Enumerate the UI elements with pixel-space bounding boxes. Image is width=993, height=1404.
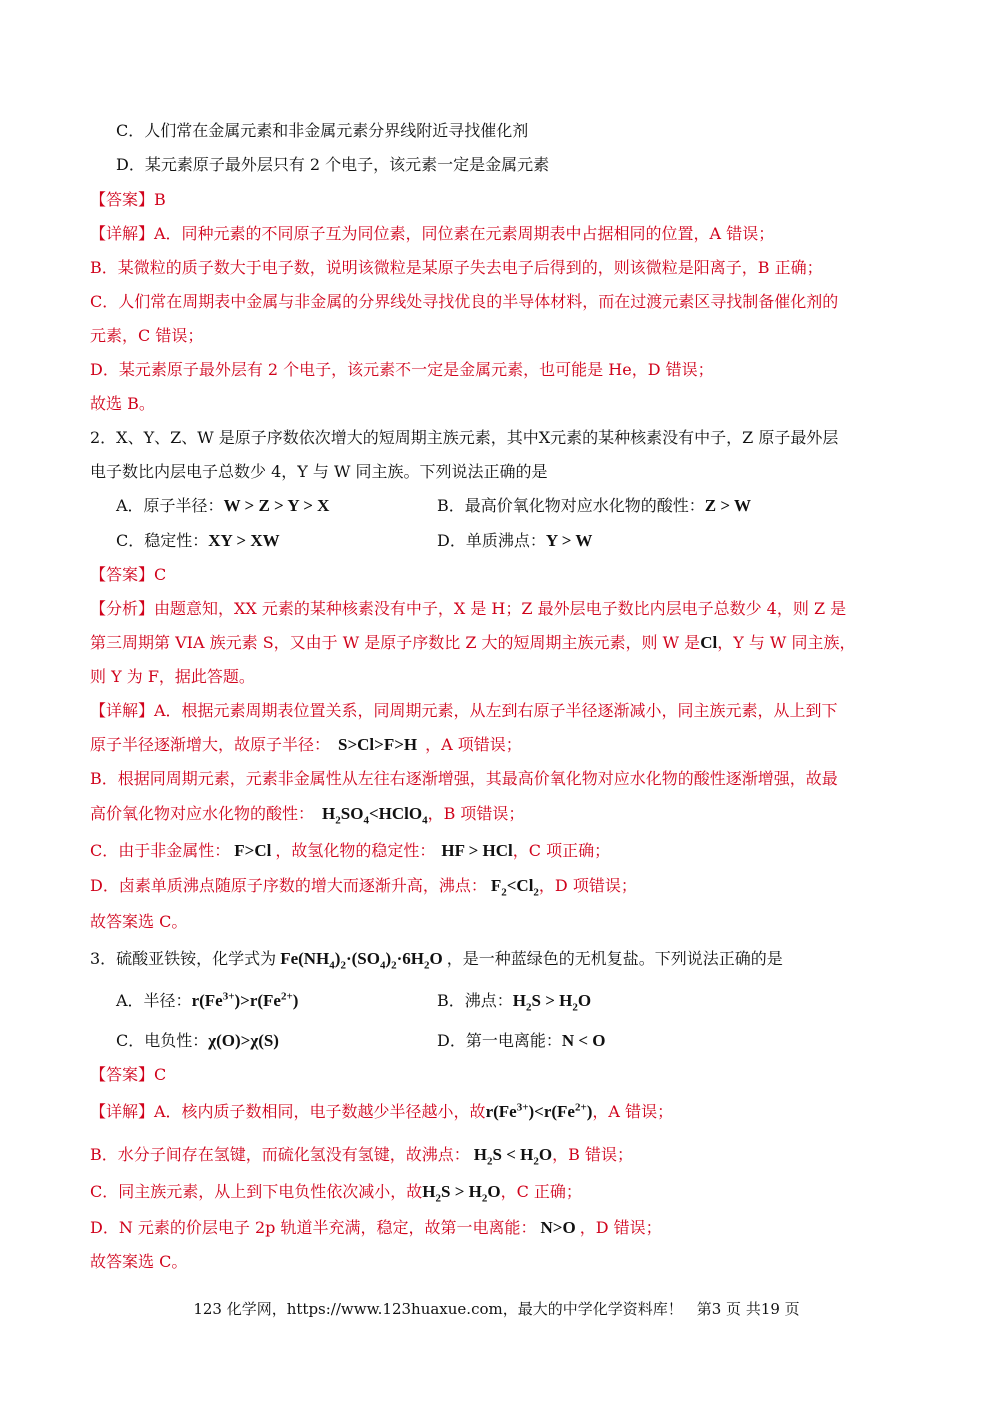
footer-site-text: 123 化学网，https://www.123huaxue.com，最大的中学化学资料库！	[193, 1300, 683, 1318]
q3-option-b-label: B．沸点：	[437, 991, 513, 1010]
q1-detail-c-line2: 元素，C 错误；	[90, 326, 204, 345]
q1-detail-d: D．某元素原子最外层有 2 个电子，该元素不一定是金属元素，也可能是 He，D 错误；	[90, 360, 714, 379]
q3-conclusion: 故答案选 C。	[90, 1252, 188, 1271]
q3-detail-d-formula: N>O	[540, 1218, 576, 1237]
q3-detail-a	[90, 1101, 673, 1123]
q3-detail-b-formula: $H_2S < H_2O$	[473, 1145, 553, 1168]
q2-analysis-line2	[90, 632, 855, 654]
page-footer	[0, 1298, 993, 1320]
q3-stem-text: 3．硫酸亚铁铵，化学式为	[90, 949, 277, 968]
q3-detail-c	[90, 1181, 582, 1203]
q3-option-c	[116, 1030, 279, 1052]
q3-detail-d	[90, 1217, 662, 1239]
q3-detail-d-text: D．N 元素的价层电子 2p 轨道半充满，稳定，故第一电离能：	[90, 1218, 537, 1237]
q3-option-b	[437, 990, 591, 1012]
q2-option-a	[116, 495, 329, 517]
q1-detail-b: B．某微粒的质子数大于电子数，说明该微粒是某原子失去电子后得到的，则该微粒是阳离子，B 正确；	[90, 258, 823, 277]
q1-option-d: D．某元素原子最外层只有 2 个电子，该元素一定是金属元素	[116, 155, 550, 174]
q2-detail-d	[90, 875, 637, 897]
q1-detail-a: 【详解】A．同种元素的不同原子互为同位素，同位素在元素周期表中占据相同的位置，A 错误；	[90, 224, 775, 243]
q2-option-c-formula: XY > XW	[208, 531, 280, 550]
q2-option-d-label: D．单质沸点：	[437, 531, 546, 550]
q2-detail-b-line2	[90, 803, 524, 825]
q3-option-d	[437, 1030, 606, 1052]
q2-detail-a-text: 原子半径逐渐增大，故原子半径：	[90, 735, 331, 754]
q3-detail-b	[90, 1144, 633, 1166]
q3-detail-a-tail: ，A 错误；	[592, 1102, 674, 1121]
q2-detail-d-tail: ，D 项错误；	[538, 876, 637, 895]
q3-option-d-formula: N < O	[561, 1031, 606, 1050]
q3-option-d-label: D．第一电离能：	[437, 1031, 562, 1050]
q2-conclusion: 故答案选 C。	[90, 912, 188, 931]
q2-option-c-label: C．稳定性：	[116, 531, 209, 550]
q2-analysis-line3: 则 Y 为 F，据此答题。	[90, 667, 255, 686]
q3-detail-a-formula: $r(Fe^{3+})<r(Fe^{2+})$	[485, 1101, 593, 1121]
q3-detail-c-text: C．同主族元素，从上到下电负性依次减小，故	[90, 1182, 423, 1201]
q2-option-a-formula: W > Z > Y > X	[223, 496, 330, 515]
q2-detail-b-line1: B．根据同周期元素，元素非金属性从左往右逐渐增强，其最高价氧化物对应水化物的酸性逐渐增强，故最	[90, 769, 838, 788]
q2-detail-b-tail: ，B 项错误；	[427, 804, 525, 823]
q3-option-a-label: A．半径：	[116, 991, 192, 1010]
q3-detail-b-tail: ，B 错误；	[552, 1145, 633, 1164]
q3-stem-tail: ，是一种蓝绿色的无机复盐。下列说法正确的是	[446, 949, 783, 968]
q3-answer: 【答案】C	[90, 1065, 167, 1084]
q2-detail-a-line2	[90, 734, 522, 756]
q2-analysis-text: 第三周期第 VIA 族元素 S，又由于 W 是原子序数比 Z 大的短周期主族元素，则 W 是	[90, 633, 701, 652]
q3-stem-formula: $Fe(NH_4)_2\cdot(SO_4)_2\cdot 6H_2O$	[280, 949, 443, 972]
q2-detail-c	[90, 840, 610, 862]
q2-stem-line1: 2．X、Y、Z、W 是原子序数依次增大的短周期主族元素，其中X元素的某种核素没有中子，Z 原子最外层	[90, 428, 839, 447]
q2-option-d-formula: Y > W	[545, 531, 593, 550]
q2-option-a-label: A．原子半径：	[116, 496, 224, 515]
q2-detail-a-tail: ，A 项错误；	[425, 735, 522, 754]
q2-detail-d-text: D．卤素单质沸点随原子序数的增大而逐渐升高，沸点：	[90, 876, 487, 895]
q3-option-c-formula: χ(O)>χ(S)	[208, 1031, 279, 1050]
q2-detail-c-text: C．由于非金属性：	[90, 841, 231, 860]
q2-detail-c-formula-1: F>Cl	[234, 841, 272, 860]
footer-page-number: 第3 页 共19 页	[696, 1300, 800, 1318]
q2-stem-line2: 电子数比内层电子总数少 4，Y 与 W 同主族。下列说法正确的是	[90, 462, 548, 481]
q2-analysis-formula: Cl	[700, 633, 718, 652]
q2-detail-b-formula: $H_2SO_4<HClO_4$	[322, 804, 428, 827]
q3-detail-c-tail: ，C 正确；	[500, 1182, 582, 1201]
q3-option-a	[116, 990, 298, 1012]
q2-detail-c-tail: ，C 项正确；	[512, 841, 611, 860]
q3-detail-c-formula: $H_2S > H_2O$	[422, 1182, 501, 1205]
q3-option-a-formula: $r(Fe^{3+})>r(Fe^{2+})$	[191, 990, 299, 1010]
q2-detail-a-formula: S>Cl>F>H	[338, 735, 418, 754]
q2-option-b	[437, 495, 751, 517]
q2-option-b-label: B．最高价氧化物对应水化物的酸性：	[437, 496, 705, 515]
q2-answer: 【答案】C	[90, 565, 167, 584]
q3-detail-d-tail: ，D 错误；	[579, 1218, 662, 1237]
q2-detail-b-text: 高价氧化物对应水化物的酸性：	[90, 804, 315, 823]
q1-option-c: C．人们常在金属元素和非金属元素分界线附近寻找催化剂	[116, 121, 529, 140]
q3-option-c-label: C．电负性：	[116, 1031, 209, 1050]
q2-detail-a-line1: 【详解】A．根据元素周期表位置关系，同周期元素，从左到右原子半径逐渐减小，同主族元素，从上到下	[90, 701, 838, 720]
q2-detail-d-formula: $F_2<Cl_2$	[490, 876, 539, 899]
q1-detail-c-line1: C．人们常在周期表中金属与非金属的分界线处寻找优良的半导体材料，而在过渡元素区寻找制备催化剂的	[90, 292, 839, 311]
q2-analysis-text-tail: ，Y 与 W 同主族，	[717, 633, 856, 652]
q2-analysis-line1: 【分析】由题意知，XX 元素的某种核素没有中子，X 是 H；Z 最外层电子数比内层电子总数少 4，则 Z 是	[90, 599, 847, 618]
q3-stem	[90, 948, 783, 970]
q1-conclusion: 故选 B。	[90, 394, 155, 413]
q2-option-c	[116, 530, 280, 552]
q2-option-b-formula: Z > W	[704, 496, 751, 515]
q3-detail-b-text: B．水分子间存在氢键，而硫化氢没有氢键，故沸点：	[90, 1145, 470, 1164]
q2-detail-c-mid: ，故氢化物的稳定性：	[275, 841, 436, 860]
q2-detail-c-formula-2: HF > HCl	[441, 841, 513, 860]
q3-option-b-formula: $H_2S > H_2O$	[512, 991, 592, 1014]
q1-answer: 【答案】B	[90, 190, 166, 209]
q2-option-d	[437, 530, 592, 552]
q3-detail-a-text: 【详解】A．核内质子数相同，电子数越少半径越小，故	[90, 1102, 486, 1121]
